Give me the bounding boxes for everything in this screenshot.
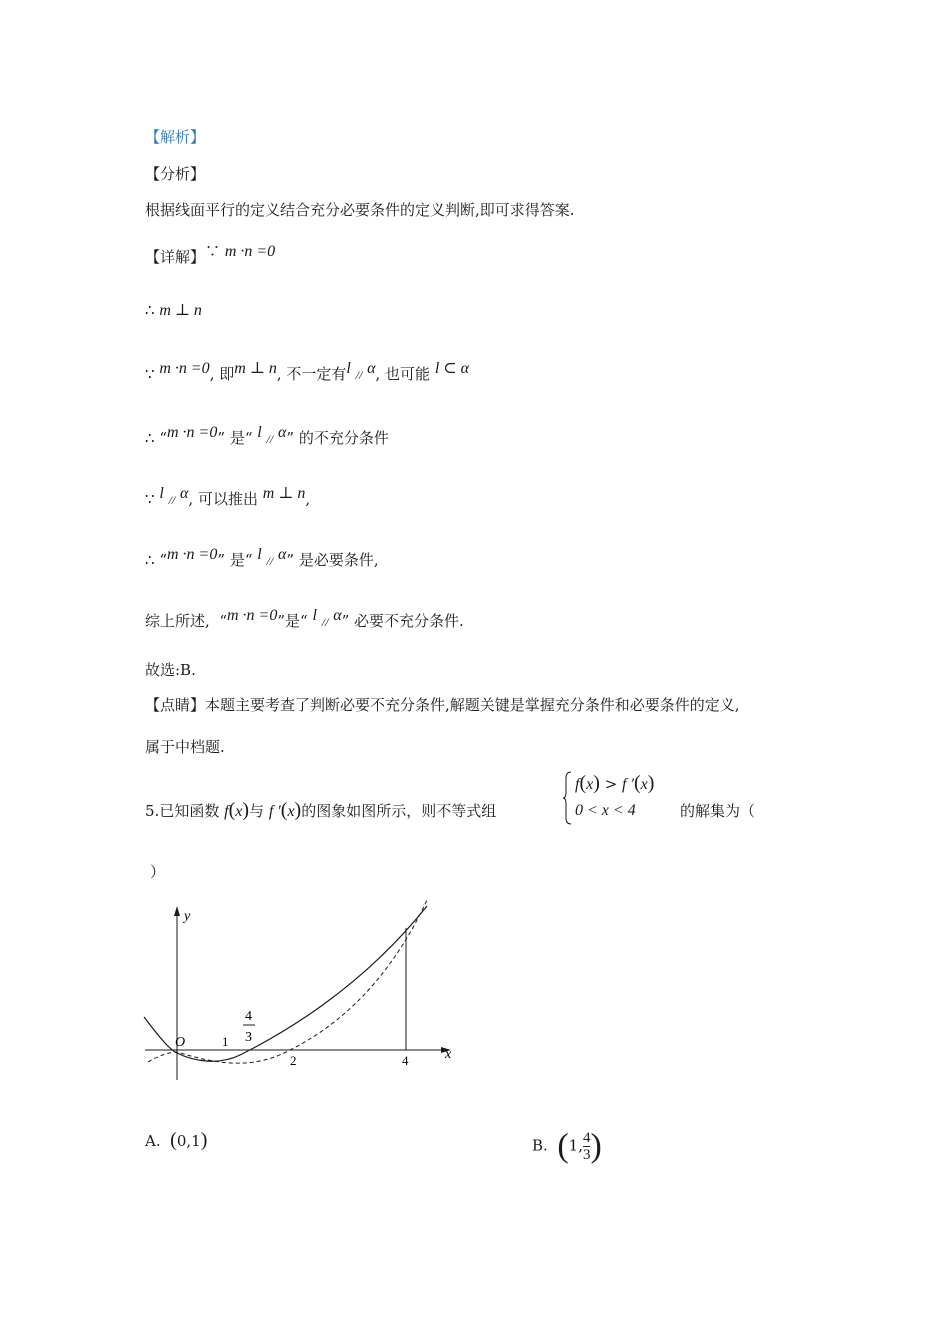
question-text-4: 的解集为（ xyxy=(680,802,756,820)
open-quote: “ xyxy=(244,429,253,447)
option-b-numerator: 4 xyxy=(582,1130,591,1146)
option-a-value: 0,1 xyxy=(176,1132,201,1150)
step-3 xyxy=(145,360,470,385)
option-a-label: A. xyxy=(145,1132,161,1150)
close-quote: ” xyxy=(286,551,295,569)
fenxi-text: 根据线面平行的定义结合充分必要条件的定义判断,即可求得答案. xyxy=(145,201,575,219)
open-quote: “ xyxy=(159,429,167,447)
dot-product-expr: m ·n =0 xyxy=(167,546,218,563)
function-graph xyxy=(140,890,470,1090)
detail-line xyxy=(145,242,276,268)
dot-product-expr: m ·n =0 xyxy=(167,424,218,441)
parallel-symbol: // xyxy=(266,432,274,446)
func-f: f xyxy=(575,776,580,793)
analysis-heading: 【解析】 xyxy=(145,128,206,146)
line-l: l xyxy=(257,546,262,563)
plane-alpha: α xyxy=(333,607,342,624)
inequality-row-2: 0 < x < 4 xyxy=(575,802,636,819)
step-3-text-3: , 也可能 xyxy=(375,365,431,383)
question-number: 5. xyxy=(145,802,160,820)
step-7-text-1: 是 xyxy=(285,612,301,630)
perp-expr: m ⊥ n xyxy=(262,485,306,502)
plane-alpha: α xyxy=(180,485,189,502)
line-l: l xyxy=(159,485,164,502)
close-quote: ” xyxy=(277,612,286,630)
plane-alpha: α xyxy=(277,424,287,441)
open-quote: “ xyxy=(159,551,167,569)
plane-alpha: α xyxy=(277,546,287,563)
parallel-symbol: // xyxy=(355,368,363,382)
line-l: l xyxy=(346,360,351,377)
close-quote: ” xyxy=(217,429,226,447)
because-symbol: ∵ xyxy=(145,490,155,508)
line-l: l xyxy=(312,607,317,624)
step-4 xyxy=(145,424,389,449)
func-f-prime: f ′ xyxy=(622,776,634,793)
note-line-2: 属于中档题. xyxy=(145,738,225,756)
note-heading: 【点睛】 xyxy=(145,696,206,714)
func-f-prime: f ′ xyxy=(268,803,281,820)
step-2 xyxy=(145,300,202,321)
var-x: x xyxy=(586,776,594,793)
step-7-text-2: 必要不充分条件. xyxy=(354,612,464,630)
var-x: x xyxy=(287,803,295,820)
perp-expr: m ⊥ n xyxy=(234,360,277,377)
var-x: x xyxy=(235,803,243,820)
step-4-text-1: 是 xyxy=(229,429,245,447)
curve-f xyxy=(144,906,427,1061)
question-close-paren: ） xyxy=(150,863,166,881)
step-7 xyxy=(145,607,464,632)
inequality-system xyxy=(563,770,673,826)
func-f: f xyxy=(224,803,229,820)
question-text-1: 已知函数 xyxy=(159,802,220,820)
step-5-text-1: , 可以推出 xyxy=(188,490,258,508)
option-b-denominator: 3 xyxy=(582,1147,591,1163)
fenxi-heading: 【分析】 xyxy=(145,165,206,183)
close-quote: ” xyxy=(341,612,350,630)
question-text-2: 与 xyxy=(249,802,265,820)
therefore-symbol: ∴ xyxy=(145,429,155,447)
x-axis-label: x xyxy=(445,1047,452,1062)
step-6 xyxy=(145,546,379,571)
because-symbol: ∵ xyxy=(145,365,155,383)
step-3-text-2: , 不一定有 xyxy=(276,365,347,383)
close-quote: ” xyxy=(286,429,295,447)
because-symbol: ∵ xyxy=(205,242,221,260)
close-quote: ” xyxy=(217,551,226,569)
parallel-symbol: // xyxy=(266,554,274,568)
open-quote: “ xyxy=(300,612,308,630)
therefore-symbol: ∴ xyxy=(145,551,155,569)
therefore-symbol: ∴ xyxy=(145,301,155,319)
summary-text: 综上所述, xyxy=(145,612,210,630)
option-b[interactable]: B. (1, $\frac{4}{3}$ ) xyxy=(532,1127,602,1165)
var-x: x xyxy=(640,776,648,793)
open-quote: “ xyxy=(219,612,227,630)
line-l: l xyxy=(257,424,262,441)
tick-2-label: 2 xyxy=(290,1053,297,1068)
open-quote: “ xyxy=(244,551,253,569)
dot-product-expr: m ·n =0 xyxy=(159,360,210,377)
inequality-row-1: f(x) > f ′(x) xyxy=(575,772,655,794)
origin-label: O xyxy=(175,1035,186,1050)
option-b-label: B. xyxy=(532,1136,548,1155)
step-5 xyxy=(145,485,311,510)
subset-expr: l ⊂ α xyxy=(434,360,470,377)
tick-1-label: 1 xyxy=(222,1034,229,1049)
y-axis-label: y xyxy=(184,909,191,924)
tick-4-label: 4 xyxy=(402,1053,409,1068)
option-b-value-start: 1, xyxy=(568,1136,583,1155)
option-a[interactable]: A. (0,1) xyxy=(145,1129,208,1151)
question-text-3: 的图象如图所示，则不等式组 xyxy=(301,802,497,820)
dot-product-expr: m ·n =0 xyxy=(227,607,278,624)
perp-expr: m ⊥ n xyxy=(159,302,202,319)
left-brace xyxy=(563,770,573,826)
step-5-text-2: , xyxy=(305,490,311,508)
dot-product-expr: m ·n =0 xyxy=(224,243,276,260)
parallel-symbol: // xyxy=(321,615,329,629)
answer-line: 故选:B. xyxy=(145,661,196,679)
step-6-text-1: 是 xyxy=(229,551,245,569)
tick-four-thirds-denominator: 3 xyxy=(245,1030,252,1045)
note-line xyxy=(145,695,740,715)
step-6-text-2: 是必要条件, xyxy=(298,551,379,569)
plane-alpha: α xyxy=(367,360,376,377)
parallel-symbol: // xyxy=(168,493,176,507)
greater-than: > xyxy=(604,775,618,793)
tick-four-thirds-numerator: 4 xyxy=(245,1009,252,1024)
detail-heading: 【详解】 xyxy=(145,248,206,266)
step-4-text-2: 的不充分条件 xyxy=(298,429,389,447)
note-text: 本题主要考查了判断必要不充分条件,解题关键是掌握充分条件和必要条件的定义, xyxy=(205,696,740,714)
y-axis-arrow xyxy=(174,906,180,916)
step-3-text-1: , 即 xyxy=(209,365,235,383)
question-5: 5.已知函数 f(x)与 f ′(x)的图象如图所示，则不等式组 xyxy=(145,799,497,821)
